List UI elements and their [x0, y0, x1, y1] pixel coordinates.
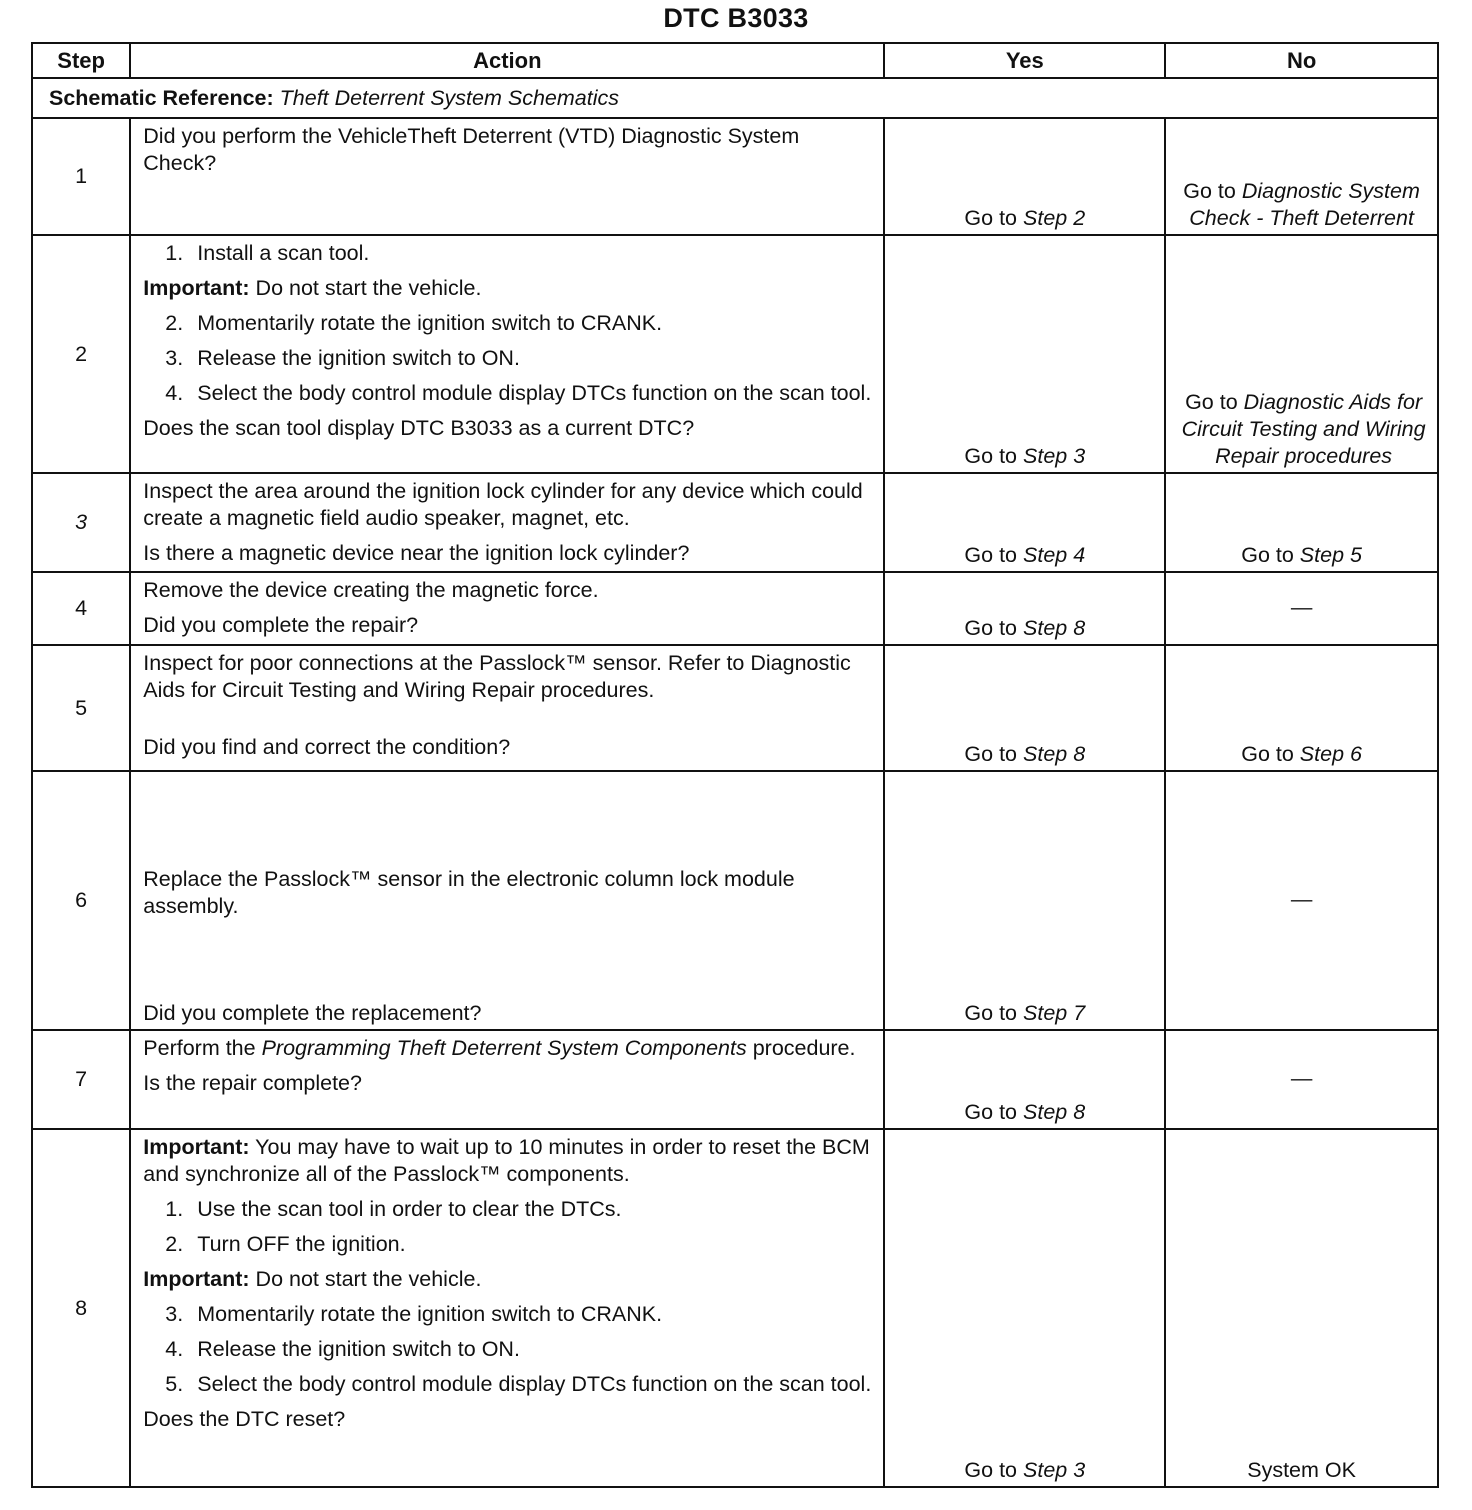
question: Did you complete the repair?	[143, 613, 419, 637]
list-item: 1. Install a scan tool.	[165, 241, 370, 265]
yes-link[interactable]: Step 8	[1023, 616, 1086, 640]
document-title: DTC B3033	[663, 3, 809, 33]
yes-link[interactable]: Step 3	[1023, 444, 1086, 468]
yes-prefix: Go to	[964, 206, 1018, 230]
question: Does the scan tool display DTC B3033 as a current DTC?	[143, 416, 695, 440]
step-number: 1	[32, 118, 130, 235]
step-number: 7	[32, 1030, 130, 1129]
yes-prefix: Go to	[964, 1100, 1018, 1124]
yes-cell	[884, 118, 1165, 235]
yes-prefix: Go to	[964, 444, 1018, 468]
step-number: 2	[32, 235, 130, 473]
action-cell	[130, 118, 884, 235]
action-cell	[130, 473, 884, 572]
important-note: Important: Do not start the vehicle.	[143, 276, 482, 300]
action-text: Did you perform the VehicleTheft Deterrent (VTD) Diagnostic System Check?	[143, 124, 800, 175]
yes-link[interactable]: Step 3	[1023, 1458, 1086, 1482]
header-no: No	[1165, 43, 1438, 78]
procedure-link[interactable]: Programming Theft Deterrent System Components	[261, 1036, 747, 1060]
yes-prefix: Go to	[964, 1458, 1018, 1482]
schematic-link[interactable]: Theft Deterrent System Schematics	[279, 85, 619, 110]
list-item: 3. Momentarily rotate the ignition switch to CRANK.	[165, 1302, 663, 1326]
no-link[interactable]: Diagnostic Aids for Circuit Testing and Wiring Repair procedures	[1181, 390, 1426, 468]
step-number: 6	[32, 771, 130, 1030]
yes-link[interactable]: Step 8	[1023, 1100, 1086, 1124]
no-prefix: Go to	[1185, 390, 1238, 414]
yes-cell	[884, 235, 1165, 473]
action-text: Perform the Programming Theft Deterrent System Components procedure.	[143, 1036, 856, 1060]
action-text: Inspect for poor connections at the Passlock™ sensor. Refer to Diagnostic Aids for Circuit Testing and Wiring Repair procedures.	[143, 651, 851, 702]
yes-cell	[884, 1129, 1165, 1487]
header-yes: Yes	[884, 43, 1165, 78]
no-dash: —	[1290, 595, 1313, 619]
yes-cell	[884, 572, 1165, 645]
list-item: 4. Release the ignition switch to ON.	[165, 1337, 520, 1361]
important-note: Important: You may have to wait up to 10 minutes in order to reset the BCM and synchronize all of the Passlock™ components.	[143, 1135, 870, 1186]
yes-cell	[884, 771, 1165, 1030]
no-cell	[1165, 235, 1438, 473]
yes-cell	[884, 645, 1165, 771]
schematic-label: Schematic Reference:	[49, 85, 274, 110]
no-prefix: Go to	[1241, 742, 1294, 766]
diagnostic-table	[31, 42, 1439, 1488]
no-cell	[1165, 771, 1438, 1030]
header-row	[32, 43, 1438, 78]
action-cell	[130, 235, 884, 473]
no-cell	[1165, 1129, 1438, 1487]
list-item: 3. Release the ignition switch to ON.	[165, 346, 520, 370]
action-cell	[130, 1129, 884, 1487]
yes-link[interactable]: Step 8	[1023, 742, 1086, 766]
yes-link[interactable]: Step 2	[1023, 206, 1086, 230]
action-cell	[130, 572, 884, 645]
table-row-step-8	[32, 1129, 1438, 1487]
no-link[interactable]: Step 5	[1299, 543, 1362, 567]
list-item: 5. Select the body control module display DTCs function on the scan tool.	[165, 1372, 872, 1396]
step-number: 3	[32, 473, 130, 572]
yes-prefix: Go to	[964, 616, 1018, 640]
yes-cell	[884, 1030, 1165, 1129]
no-cell	[1165, 572, 1438, 645]
action-text: Remove the device creating the magnetic force.	[143, 578, 599, 602]
no-prefix: Go to	[1183, 179, 1236, 203]
yes-cell	[884, 473, 1165, 572]
yes-prefix: Go to	[964, 543, 1018, 567]
action-cell	[130, 645, 884, 771]
action-text: Replace the Passlock™ sensor in the electronic column lock module assembly.	[143, 867, 795, 918]
no-link[interactable]: Diagnostic System Check - Theft Deterrent	[1189, 179, 1420, 230]
no-cell	[1165, 473, 1438, 572]
table-row-step-4	[32, 572, 1438, 645]
no-cell	[1165, 645, 1438, 771]
header-step: Step	[32, 43, 130, 78]
list-item: 2. Momentarily rotate the ignition switch to CRANK.	[165, 311, 663, 335]
question: Does the DTC reset?	[143, 1407, 346, 1431]
question: Did you find and correct the condition?	[143, 735, 511, 759]
table-row-step-6	[32, 771, 1438, 1030]
list-item: 2. Turn OFF the ignition.	[165, 1232, 406, 1256]
yes-link[interactable]: Step 7	[1023, 1001, 1086, 1025]
yes-prefix: Go to	[964, 1001, 1018, 1025]
step-number: 8	[32, 1129, 130, 1487]
question: Did you complete the replacement?	[143, 1001, 482, 1025]
question: Is there a magnetic device near the ignition lock cylinder?	[143, 541, 690, 565]
step-number: 4	[32, 572, 130, 645]
no-prefix: Go to	[1241, 543, 1294, 567]
action-cell	[130, 771, 884, 1030]
question: Is the repair complete?	[143, 1071, 362, 1095]
step-number: 5	[32, 645, 130, 771]
schematic-row	[32, 78, 1438, 118]
list-item: 4. Select the body control module display DTCs function on the scan tool.	[165, 381, 872, 405]
action-cell	[130, 1030, 884, 1129]
no-dash: —	[1290, 887, 1313, 911]
table-row-step-5	[32, 645, 1438, 771]
no-cell	[1165, 118, 1438, 235]
schematic-reference	[32, 78, 1438, 118]
header-action: Action	[130, 43, 884, 78]
table-row-step-2	[32, 235, 1438, 473]
action-text: Inspect the area around the ignition lock cylinder for any device which could create a magnetic field audio speaker, magnet, etc.	[143, 479, 863, 530]
yes-link[interactable]: Step 4	[1023, 543, 1086, 567]
no-dash: —	[1290, 1066, 1313, 1090]
no-result: System OK	[1247, 1458, 1356, 1482]
important-note: Important: Do not start the vehicle.	[143, 1267, 482, 1291]
no-cell	[1165, 1030, 1438, 1129]
table-row-step-3	[32, 473, 1438, 572]
table-row-step-1	[32, 118, 1438, 235]
no-link[interactable]: Step 6	[1299, 742, 1362, 766]
table-row-step-7	[32, 1030, 1438, 1129]
yes-prefix: Go to	[964, 742, 1018, 766]
list-item: 1. Use the scan tool in order to clear the DTCs.	[165, 1197, 622, 1221]
